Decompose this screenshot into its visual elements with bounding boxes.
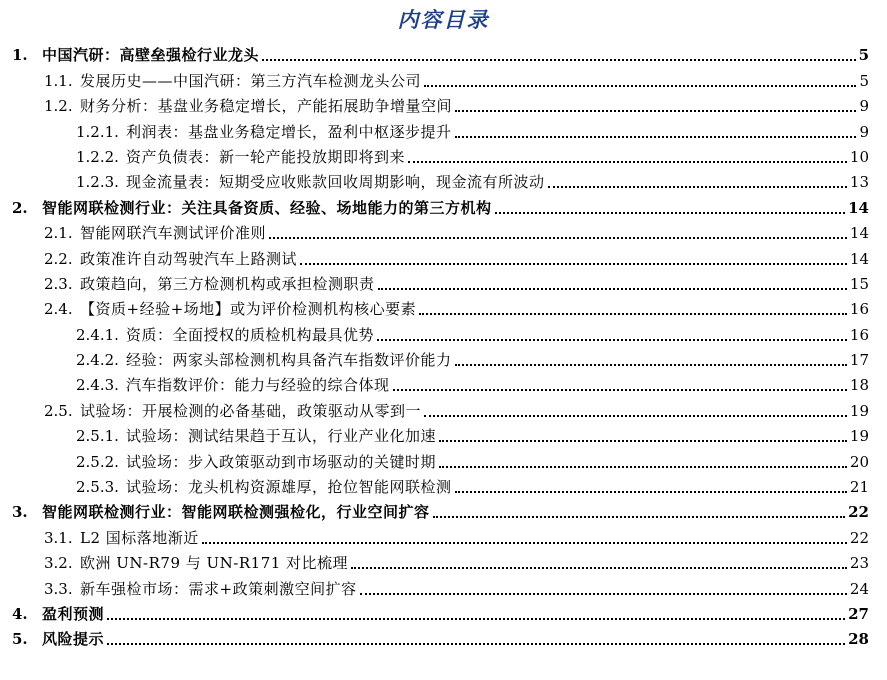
toc-entry-number: 2.4.1. [76, 325, 119, 344]
toc-entry[interactable] [0, 93, 887, 118]
toc-entry[interactable] [0, 397, 887, 422]
toc-entry[interactable] [0, 118, 887, 143]
toc-entry-title: 【资质+经验+场地】或为评价检测机构核心要素 [80, 300, 417, 319]
toc-entry[interactable] [0, 271, 887, 296]
toc-entry-title: 经验：两家头部检测机构具备汽车指数评价能力 [126, 351, 452, 370]
toc-entry-page: 5 [858, 46, 869, 65]
toc-dot-leader [351, 566, 847, 569]
toc-entry-page: 14 [849, 249, 869, 268]
toc-entry[interactable] [0, 575, 887, 600]
toc-entry[interactable] [0, 321, 887, 346]
toc-entry-number: 5. [12, 630, 28, 649]
toc-dot-leader [424, 414, 847, 417]
toc-dot-leader [360, 592, 847, 595]
toc-entry[interactable] [0, 550, 887, 575]
toc-entry[interactable] [0, 474, 887, 499]
toc-entry-title: 试验场：步入政策驱动到市场驱动的关键时期 [126, 452, 437, 471]
toc-entry-title: 试验场：龙头机构资源雄厚，抢位智能网联检测 [126, 478, 452, 497]
toc-entry-number: 1.1. [44, 71, 73, 90]
toc-entry-number: 1.2.2. [76, 147, 119, 166]
toc-entry-title: 智能网联检测行业：关注具备资质、经验、场地能力的第三方机构 [42, 198, 492, 217]
toc-entry-number: 2.4. [44, 300, 73, 319]
toc-dot-leader [455, 135, 857, 138]
toc-entry-number: 1.2. [44, 97, 73, 116]
toc-entry-number: 1.2.3. [76, 173, 119, 192]
toc-entry-page: 9 [859, 97, 869, 116]
toc-entry-number: 2.5.2. [76, 452, 119, 471]
toc-entry-number: 2.2. [44, 249, 73, 268]
toc-entry[interactable] [0, 67, 887, 92]
toc-entry-title: 资质：全面授权的质检机构最具优势 [126, 325, 375, 344]
toc-entry[interactable] [0, 372, 887, 397]
toc-dot-leader [393, 388, 847, 391]
toc-entry-title: 政策准许自动驾驶汽车上路测试 [80, 249, 298, 268]
toc-entry-page: 17 [849, 351, 869, 370]
toc-dot-leader [455, 109, 856, 112]
toc-entry-page: 19 [849, 427, 869, 446]
toc-dot-leader [269, 236, 847, 239]
toc-dot-leader [262, 58, 856, 61]
toc-entry-title: 汽车指数评价：能力与经验的综合体现 [126, 376, 390, 395]
toc-entry-title: 资产负债表：新一轮产能投放期即将到来 [126, 147, 406, 166]
toc-entry-page: 14 [848, 198, 869, 217]
toc-dot-leader [455, 490, 847, 493]
toc-entry-page: 22 [849, 528, 869, 547]
toc-entry-number: 2.5.3. [76, 478, 119, 497]
toc-entry-page: 18 [849, 376, 869, 395]
toc-entry-number: 3.3. [44, 579, 73, 598]
toc-entry-title: 盈利预测 [42, 604, 105, 623]
toc-entry-page: 13 [849, 173, 869, 192]
toc-entry[interactable] [0, 245, 887, 270]
toc-entry[interactable] [0, 347, 887, 372]
toc-entry-page: 10 [849, 147, 869, 166]
toc-dot-leader [548, 185, 847, 188]
toc-entry-page: 28 [848, 630, 869, 649]
toc-title: 内容目录 [397, 7, 490, 32]
toc-dot-leader [495, 211, 846, 214]
toc-entry-number: 2.4.3. [76, 376, 119, 395]
toc-entry-number: 2.5.1. [76, 427, 119, 446]
toc-entry-number: 2. [12, 198, 28, 217]
toc-entry-page: 9 [859, 122, 869, 141]
toc-entry-title: 利润表：基盘业务稳定增长，盈利中枢逐步提升 [126, 122, 452, 141]
toc-entry-title: 试验场：测试结果趋于互认，行业产业化加速 [126, 427, 437, 446]
toc-entry[interactable] [0, 626, 887, 651]
toc-entry-page: 5 [859, 71, 869, 90]
toc-dot-leader [107, 642, 845, 645]
toc-entry-title: 发展历史——中国汽研：第三方汽车检测龙头公司 [80, 71, 422, 90]
toc-entry-number: 2.4.2. [76, 351, 119, 370]
toc-dot-leader [378, 287, 847, 290]
toc-entry[interactable] [0, 42, 887, 67]
toc-entry-title: 新车强检市场：需求+政策刺激空间扩容 [80, 579, 357, 598]
toc-entry-title: L2 国标落地渐近 [80, 528, 199, 547]
toc-entry[interactable] [0, 220, 887, 245]
toc-dot-leader [202, 541, 847, 544]
toc-entry-number: 2.3. [44, 274, 73, 293]
toc-entry-page: 16 [849, 300, 869, 319]
toc-entry-page: 19 [849, 401, 869, 420]
toc-dot-leader [455, 363, 847, 366]
toc-entry-number: 3. [12, 503, 28, 522]
toc-list [0, 42, 887, 651]
toc-entry-title: 智能网联汽车测试评价准则 [80, 224, 267, 243]
toc-entry-page: 14 [849, 224, 869, 243]
toc-entry[interactable] [0, 194, 887, 219]
toc-entry[interactable] [0, 423, 887, 448]
toc-entry-page: 20 [849, 452, 869, 471]
toc-dot-leader [424, 84, 856, 87]
toc-dot-leader [408, 160, 847, 163]
toc-entry-number: 1. [12, 46, 28, 65]
toc-entry-page: 15 [849, 274, 869, 293]
toc-dot-leader [300, 262, 847, 265]
toc-entry-title: 欧洲 UN-R79 与 UN-R171 对比梳理 [80, 554, 349, 573]
toc-entry[interactable] [0, 169, 887, 194]
toc-dot-leader [439, 465, 847, 468]
toc-entry[interactable] [0, 499, 887, 524]
toc-entry-number: 1.2.1. [76, 122, 119, 141]
toc-entry-number: 2.1. [44, 224, 73, 243]
toc-entry-page: 16 [849, 325, 869, 344]
toc-entry-number: 2.5. [44, 401, 73, 420]
toc-entry[interactable] [0, 448, 887, 473]
toc-entry-title: 智能网联检测行业：智能网联检测强检化，行业空间扩容 [42, 503, 430, 522]
toc-entry-title: 试验场：开展检测的必备基础，政策驱动从零到一 [80, 401, 422, 420]
toc-entry[interactable] [0, 296, 887, 321]
toc-entry-title: 政策趋向，第三方检测机构或承担检测职责 [80, 274, 375, 293]
toc-entry-title: 财务分析：基盘业务稳定增长，产能拓展助争增量空间 [80, 97, 453, 116]
toc-entry-page: 24 [849, 579, 869, 598]
toc-entry-number: 3.1. [44, 528, 73, 547]
toc-entry[interactable] [0, 144, 887, 169]
toc-entry[interactable] [0, 524, 887, 549]
toc-dot-leader [439, 439, 847, 442]
toc-entry-title: 风险提示 [42, 630, 105, 649]
toc-dot-leader [433, 515, 846, 518]
toc-entry-page: 22 [848, 503, 869, 522]
toc-dot-leader [107, 617, 845, 620]
toc-dot-leader [377, 338, 847, 341]
toc-entry[interactable] [0, 601, 887, 626]
toc-entry-page: 27 [848, 604, 869, 623]
toc-entry-title: 现金流量表：短期受应收账款回收周期影响，现金流有所波动 [126, 173, 545, 192]
toc-dot-leader [419, 312, 847, 315]
toc-entry-page: 23 [849, 554, 869, 573]
toc-entry-title: 中国汽研：高壁垒强检行业龙头 [42, 46, 260, 65]
toc-entry-number: 4. [12, 604, 28, 623]
toc-entry-number: 3.2. [44, 554, 73, 573]
toc-entry-page: 21 [849, 478, 869, 497]
